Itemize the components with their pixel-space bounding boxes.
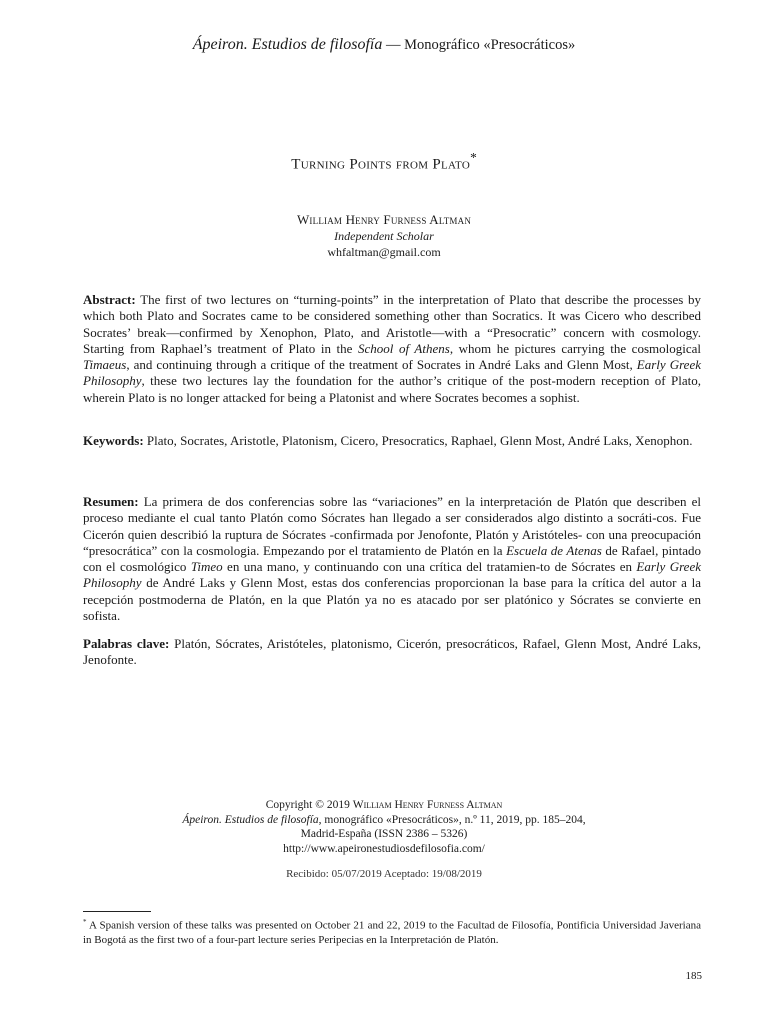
abstract-italic-school-of-athens: School of Athens bbox=[358, 340, 450, 356]
footnote-mark: * bbox=[83, 918, 87, 926]
resumen-paragraph bbox=[83, 494, 701, 624]
abstract-text: , and continuing through a critique of the treatment of Socrates in André Laks and Glenn Most, bbox=[126, 357, 637, 373]
keywords-label: Keywords: bbox=[83, 433, 144, 448]
resumen-text: de Rafael, pintado con el cosmológico bbox=[83, 542, 701, 575]
keywords-paragraph bbox=[83, 433, 701, 449]
title-footnote-mark: * bbox=[470, 150, 477, 165]
resumen-italic-escuela-de-atenas: Escuela de Atenas bbox=[506, 542, 602, 558]
article-title-block bbox=[0, 150, 768, 173]
journal-name: Ápeiron. Estudios de filosofía bbox=[192, 36, 383, 53]
resumen-italic-timeo: Timeo bbox=[190, 559, 223, 575]
copyright-line bbox=[0, 798, 768, 813]
abstract-italic-early-greek-philosophy: Early Greek Philosophy bbox=[83, 357, 701, 389]
abstract-text: , whom he pictures carrying the cosmological bbox=[449, 340, 701, 356]
resumen-italic-early-greek-philosophy: Early Greek Philosophy bbox=[83, 559, 701, 591]
journal-url-link[interactable]: http://www.apeironestudiosdefilosofia.com/ bbox=[283, 842, 485, 855]
page-number: 185 bbox=[685, 970, 702, 982]
running-header bbox=[0, 36, 768, 54]
citation-line bbox=[0, 813, 768, 828]
palabras-clave-paragraph bbox=[83, 636, 701, 669]
footnote bbox=[83, 915, 701, 947]
header-separator: — bbox=[382, 37, 405, 53]
author-block bbox=[0, 212, 768, 260]
author-email[interactable]: whfaltman@gmail.com bbox=[327, 245, 441, 259]
resumen-label: Resumen: bbox=[83, 494, 139, 509]
abstract-text: The first of two lectures on “turning-points” in the interpretation of Plato that describe the processes by which both Plato and Socrates came to be considered something other than Socratics. It was Cicero who described Socrates’ break—confirmed by Xenophon, Plato, and Aristotle—with a “Presocratic” concern with cosmology. Starting from Raphael’s treatment of Plato in the bbox=[83, 292, 701, 356]
author-name: William Henry Furness Altman bbox=[296, 212, 472, 227]
citation-details: , monográfico «Presocráticos», n.º 11, 2019, pp. 185–204, bbox=[318, 813, 586, 826]
abstract-text: , these two lectures lay the foundation for the author’s critique of the post-modern reception of Plato, wherein Plato is no longer attacked for being a Platonist and where Socrates becomes a sophist. bbox=[83, 373, 701, 405]
copyright-holder: William Henry Furness Altman bbox=[352, 799, 503, 811]
palabras-clave-label: Palabras clave: bbox=[83, 636, 170, 651]
copyright-prefix: Copyright © 2019 bbox=[265, 799, 353, 811]
author-affiliation: Independent Scholar bbox=[334, 229, 434, 243]
publication-place: Madrid-España (ISSN 2386 – 5326) bbox=[300, 828, 468, 841]
copyright-block bbox=[0, 798, 768, 856]
citation-journal: Ápeiron. Estudios de filosofía bbox=[182, 813, 319, 826]
footnote-text: A Spanish version of these talks was presented on October 21 and 22, 2019 to the Facultad de Filosofía, Pontificia Universidad Javeriana in Bogotá as the first two of a four-part lecture series Peripecias en la Interpretación de Platón. bbox=[83, 919, 701, 946]
palabras-clave-text: Platón, Sócrates, Aristóteles, platonismo, Cicerón, presocráticos, Rafael, Glenn Most, André Laks, Jenofonte. bbox=[83, 636, 702, 668]
resumen-text: en una mano, y continuando con una crítica del tratamien-to de Sócrates en bbox=[222, 559, 637, 575]
article-title: Turning Points from Plato bbox=[291, 156, 471, 173]
resumen-text: de André Laks y Glenn Most, estas dos conferencias proporcionan la base para la crítica del autor a la recepción postmoderna de Platón, en la que Platón ya no es atacado por ser platónico y Sócrates se convierte en sofista. bbox=[83, 575, 701, 624]
resumen-text: La primera de dos conferencias sobre las “variaciones” en la interpretación de Platón que describen el proceso mediante el cual tanto Platón como Sócrates han llegado a ser considerados algo distinto a socráti-cos. Fue Cicerón quien describió la ruptura de Sócrates -confirmada por Jenofonte, Platón y Aristóteles- con una preocupación “presocrática” con la cosmologia. Empezando por el tratamiento de Platón en la bbox=[83, 494, 701, 558]
abstract-label: Abstract: bbox=[83, 292, 136, 307]
keywords-text: Plato, Socrates, Aristotle, Platonism, Cicero, Presocratics, Raphael, Glenn Most, André Laks, Xenophon. bbox=[143, 433, 693, 448]
footnote-divider bbox=[83, 911, 151, 912]
received-accepted-dates: Recibido: 05/07/2019 Aceptado: 19/08/2019 bbox=[286, 868, 482, 880]
abstract-paragraph bbox=[83, 292, 701, 406]
abstract-italic-timaeus: Timaeus bbox=[83, 357, 127, 373]
issue-name: Monográfico «Presocráticos» bbox=[404, 37, 576, 53]
